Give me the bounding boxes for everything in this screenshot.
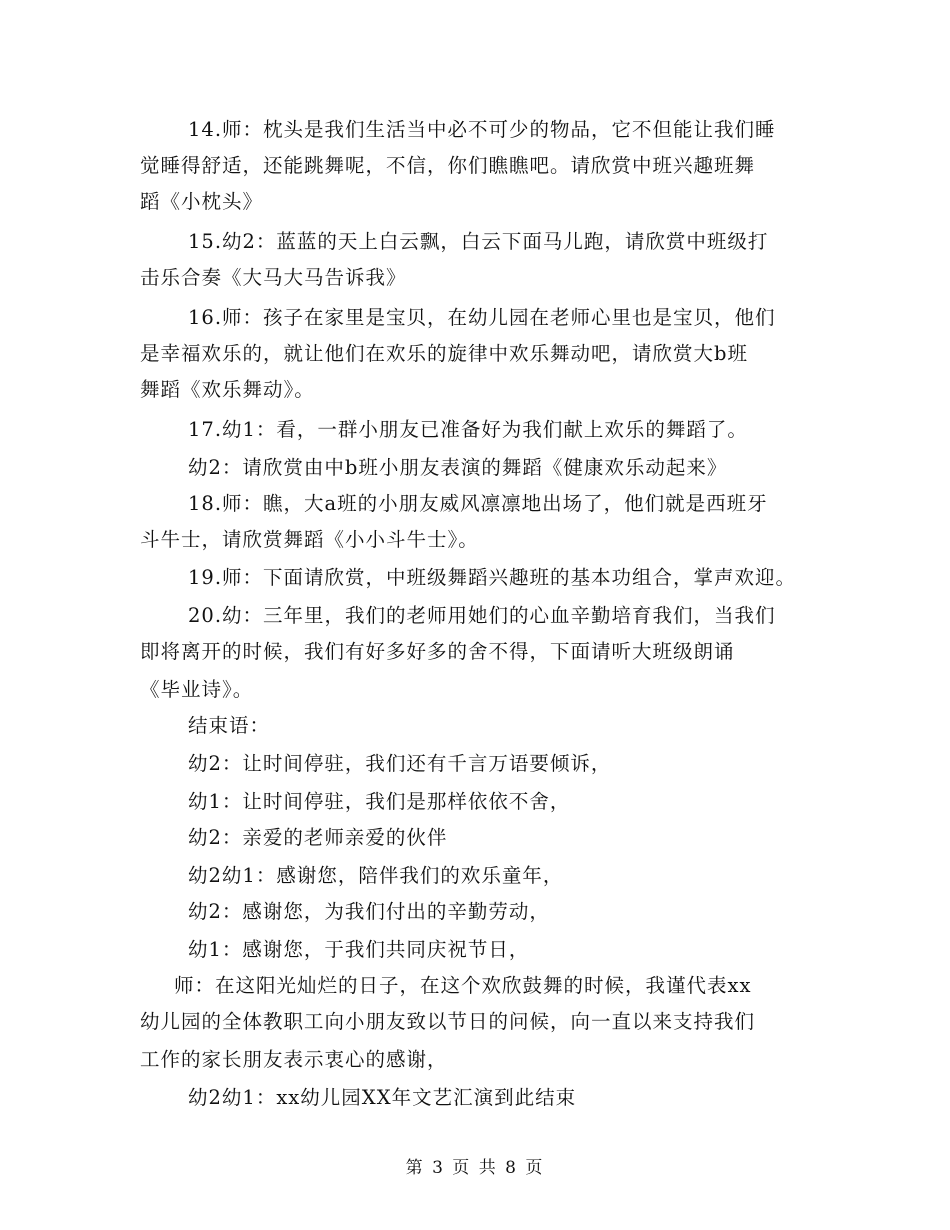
text-line: 17.幼1：看，一群小朋友已准备好为我们献上欢乐的舞蹈了。: [188, 418, 748, 441]
page-number-footer: 第 3 页 共 8 页: [405, 1158, 545, 1178]
text-line: 幼2：请欣赏由中b班小朋友表演的舞蹈《健康欢乐动起来》: [188, 456, 728, 479]
text-line: 幼2幼1：xx幼儿园XX年文艺汇演到此结束: [188, 1086, 577, 1109]
text-line: 斗牛士，请欣赏舞蹈《小小斗牛士》。: [140, 528, 479, 551]
text-line: 蹈《小枕头》: [140, 190, 264, 213]
text-line: 师：在这阳光灿烂的日子，在这个欢欣鼓舞的时候，我谨代表xx: [174, 974, 752, 997]
text-line: 工作的家长朋友表示衷心的感谢，: [140, 1048, 448, 1071]
text-line: 14.师：枕头是我们生活当中必不可少的物品，它不但能让我们睡: [188, 118, 776, 141]
text-line: 击乐合奏《大马大马告诉我》: [140, 266, 407, 289]
text-line: 18.师：瞧，大a班的小朋友威风凛凛地出场了，他们就是西班牙: [188, 492, 768, 515]
text-line: 20.幼：三年里，我们的老师用她们的心血辛勤培育我们，当我们: [188, 604, 776, 627]
text-line: 舞蹈《欢乐舞动》。: [140, 378, 315, 401]
text-line: 幼儿园的全体教职工向小朋友致以节日的问候，向一直以来支持我们: [140, 1010, 756, 1033]
text-line: 19.师：下面请欣赏，中班级舞蹈兴趣班的基本功组合，掌声欢迎。: [188, 566, 797, 589]
text-line: 是幸福欢乐的，就让他们在欢乐的旋律中欢乐舞动吧，请欣赏大b班: [140, 342, 748, 365]
text-line: 《毕业诗》。: [140, 678, 254, 701]
text-line: 觉睡得舒适，还能跳舞呢，不信，你们瞧瞧吧。请欣赏中班兴趣班舞: [140, 154, 756, 177]
text-line: 幼2：让时间停驻，我们还有千言万语要倾诉，: [188, 752, 612, 775]
text-line: 幼2幼1：感谢您，陪伴我们的欢乐童年，: [188, 864, 564, 887]
text-line: 幼2：亲爱的老师亲爱的伙伴: [188, 826, 448, 849]
text-line: 幼1：感谢您，于我们共同庆祝节日，: [188, 938, 530, 961]
section-heading: 结束语：: [188, 714, 271, 737]
text-line: 15.幼2：蓝蓝的天上白云飘，白云下面马儿跑，请欣赏中班级打: [188, 230, 769, 253]
text-line: 即将离开的时候，我们有好多好多的舍不得，下面请听大班级朗诵: [140, 640, 735, 663]
text-line: 16.师：孩子在家里是宝贝，在幼儿园在老师心里也是宝贝，他们: [188, 306, 776, 329]
text-line: 幼1：让时间停驻，我们是那样依依不舍，: [188, 790, 571, 813]
text-line: 幼2：感谢您，为我们付出的辛勤劳动，: [188, 900, 550, 923]
